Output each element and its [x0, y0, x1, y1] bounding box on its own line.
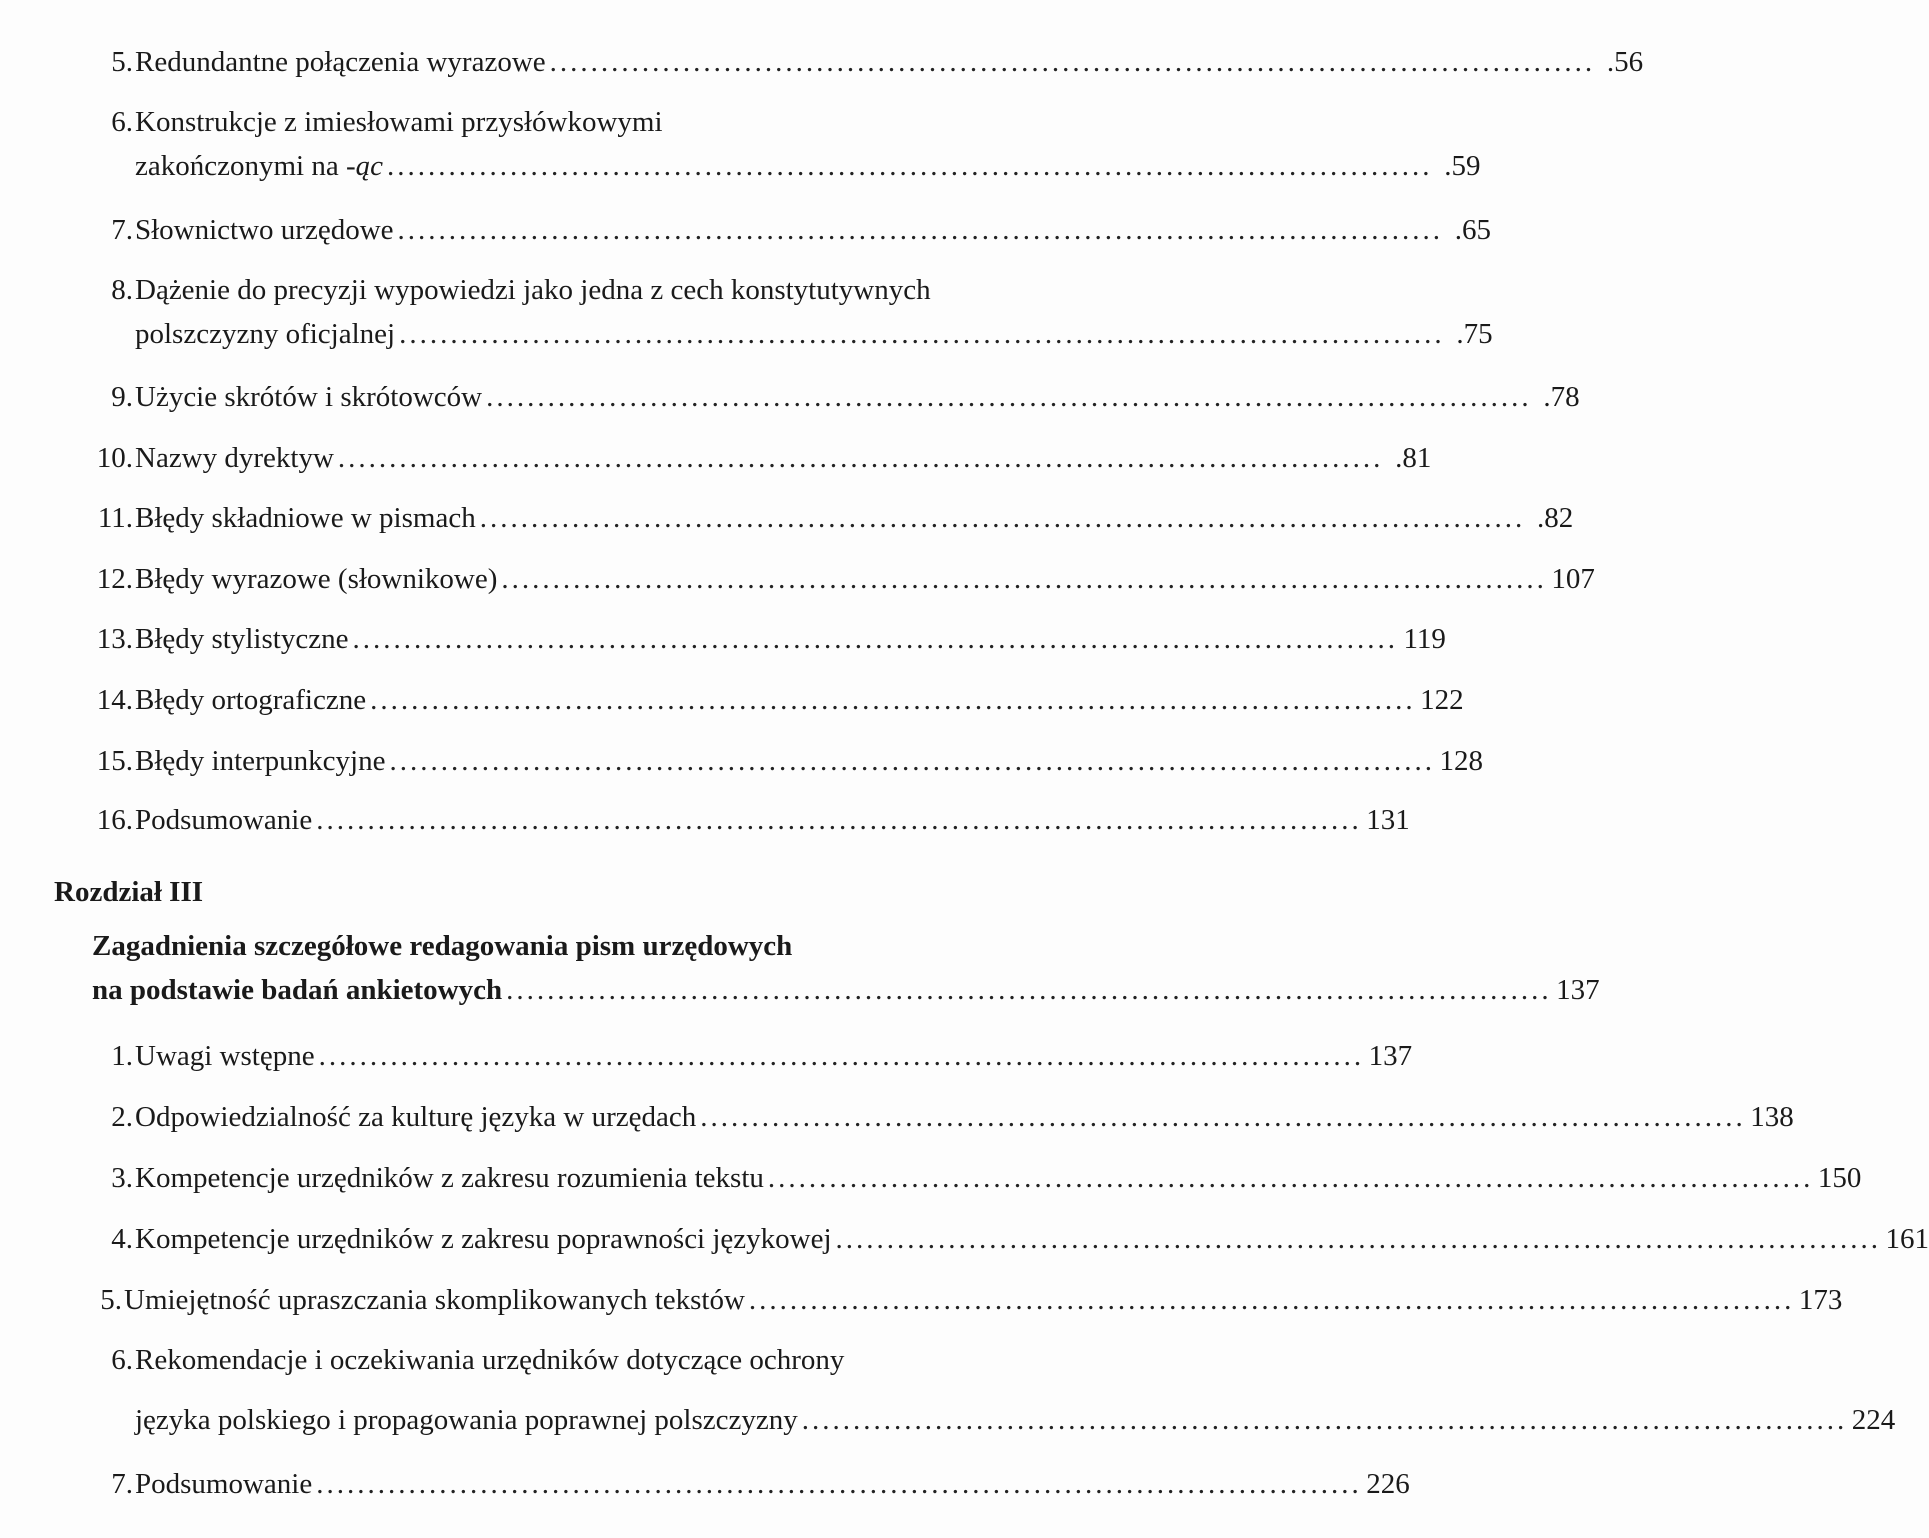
entry-title: Uwagi wstępne	[135, 1040, 315, 1072]
entry-title: Podsumowanie	[135, 804, 313, 836]
toc-entry	[78, 440, 1432, 476]
chapter-title-line2: na podstawie badań ankietowych	[92, 974, 503, 1006]
dot-leader: ......................................................................................................	[397, 214, 1444, 246]
toc-entry	[78, 1221, 1929, 1257]
entry-number: 7.	[111, 214, 133, 246]
entry-title: Nazwy dyrektyw	[135, 442, 334, 474]
entry-page: 150	[1817, 1162, 1862, 1194]
entry-page: .65	[1454, 214, 1492, 246]
entry-title: języka polskiego i propagowania poprawnej polszczyzny	[135, 1404, 798, 1436]
dot-leader: ......................................................................................................	[501, 563, 1547, 595]
entry-page: 137	[1368, 1040, 1413, 1072]
entry-title: Błędy ortograficzne	[135, 684, 367, 716]
chapter-page: 137	[1556, 974, 1600, 1006]
toc-entry	[78, 1160, 1862, 1196]
dot-leader: ......................................................................................................	[801, 1404, 1848, 1436]
dot-leader: ......................................................................................................	[767, 1162, 1814, 1194]
entry-number: 12.	[96, 563, 133, 595]
toc-entry	[78, 1342, 1896, 1438]
dot-leader: ......................................................................................................	[549, 46, 1596, 78]
toc-entry	[78, 802, 1410, 838]
dot-leader: ......................................................................................................	[370, 684, 1416, 716]
dot-leader: ......................................................................................................	[399, 318, 1445, 350]
entry-title-line1: Dążenie do precyzji wypowiedzi jako jedna z cech konstytutywnych	[135, 274, 931, 306]
entry-number: 14.	[96, 684, 133, 716]
entry-title: Umiejętność upraszczania skomplikowanych tekstów	[124, 1284, 745, 1316]
entry-number: 10.	[96, 442, 133, 474]
entry-number: 11.	[97, 502, 133, 534]
toc-entry	[78, 212, 1492, 248]
toc-entry	[78, 272, 1493, 352]
entry-title: Kompetencje urzędników z zakresu rozumienia tekstu	[135, 1162, 764, 1194]
entry-page: 131	[1366, 804, 1410, 836]
entry-page: .82	[1536, 502, 1574, 534]
entry-title: Kompetencje urzędników z zakresu poprawności językowej	[135, 1223, 832, 1255]
toc-entry	[78, 104, 1481, 184]
dot-leader: ......................................................................................................	[835, 1223, 1882, 1255]
entry-number: 4.	[111, 1223, 133, 1255]
chapter-label: Rozdział III	[54, 876, 204, 908]
dot-leader: ......................................................................................................	[506, 974, 1552, 1006]
toc-entry	[78, 1038, 1413, 1074]
entry-title: Podsumowanie	[135, 1468, 313, 1500]
toc-entry	[78, 621, 1446, 657]
toc-entry	[78, 379, 1580, 415]
entry-page: 122	[1420, 684, 1464, 716]
entry-title: Odpowiedzialność za kulturę języka w urzędach	[135, 1101, 697, 1133]
entry-title-text: zakończonymi na	[135, 150, 346, 182]
entry-title: Słownictwo urzędowe	[135, 214, 394, 246]
entry-number: 6.	[111, 1344, 133, 1376]
toc-entry	[78, 1282, 1843, 1318]
entry-number: 8.	[111, 274, 133, 306]
entry-page: .75	[1456, 318, 1493, 350]
dot-leader: ......................................................................................................	[389, 745, 1435, 777]
entry-number: 3.	[111, 1162, 133, 1194]
entry-page: .59	[1444, 150, 1481, 182]
entry-number: 7.	[111, 1468, 133, 1500]
entry-title: Błędy składniowe w pismach	[135, 502, 476, 534]
entry-title: Użycie skrótów i skrótowców	[135, 381, 483, 413]
dot-leader: ......................................................................................................	[479, 502, 1526, 534]
dot-leader: ......................................................................................................	[316, 804, 1362, 836]
entry-number: 2.	[111, 1101, 133, 1133]
chapter-title-line1: Zagadnienia szczegółowe redagowania pism urzędowych	[92, 930, 793, 962]
entry-page: 119	[1403, 623, 1446, 655]
entry-number: 6.	[111, 106, 133, 138]
dot-leader: ......................................................................................................	[352, 623, 1398, 655]
dot-leader: ......................................................................................................	[387, 150, 1433, 182]
entry-number: 13.	[96, 623, 133, 655]
entry-page: 226	[1366, 1468, 1410, 1500]
entry-page: 173	[1798, 1284, 1843, 1316]
entry-number: 5.	[100, 1284, 122, 1316]
entry-page: .78	[1543, 381, 1580, 413]
entry-number: 1.	[111, 1040, 133, 1072]
entry-number: 16.	[96, 804, 133, 836]
entry-title: Błędy wyrazowe (słownikowe)	[135, 563, 498, 595]
toc-entry	[78, 1466, 1410, 1502]
toc-entry	[78, 561, 1595, 597]
toc-entry	[78, 500, 1574, 536]
entry-page: .81	[1395, 442, 1432, 474]
entry-title-suffix: -ąc	[345, 150, 384, 182]
toc-entry	[78, 1099, 1794, 1135]
entry-title	[135, 148, 383, 184]
entry-title: polszczyzny oficjalnej	[135, 318, 396, 350]
entry-title: Błędy interpunkcyjne	[135, 745, 386, 777]
entry-title-line1: Rekomendacje i oczekiwania urzędników dotyczące ochrony	[135, 1344, 845, 1376]
dot-leader: ......................................................................................................	[318, 1040, 1365, 1072]
entry-page: .56	[1606, 46, 1644, 78]
entry-page: 128	[1439, 745, 1483, 777]
entry-number: 9.	[111, 381, 133, 413]
entry-page: 161	[1885, 1223, 1929, 1255]
dot-leader: ......................................................................................................	[486, 381, 1532, 413]
toc-entry	[78, 682, 1464, 718]
dot-leader: ......................................................................................................	[748, 1284, 1795, 1316]
dot-leader: ......................................................................................................	[337, 442, 1384, 474]
entry-page: 224	[1851, 1404, 1896, 1436]
dot-leader: ......................................................................................................	[316, 1468, 1362, 1500]
entry-title: Redundantne połączenia wyrazowe	[135, 46, 546, 78]
entry-number: 5.	[111, 46, 133, 78]
toc-entry	[78, 44, 1644, 80]
entry-title-line1: Konstrukcje z imiesłowami przysłówkowymi	[135, 106, 663, 138]
entry-page: 138	[1750, 1101, 1794, 1133]
chapter-title	[92, 924, 1600, 1012]
toc-entry	[78, 743, 1483, 779]
entry-title: Błędy stylistyczne	[135, 623, 349, 655]
entry-number: 15.	[96, 745, 133, 777]
dot-leader: ......................................................................................................	[700, 1101, 1746, 1133]
entry-page: 107	[1551, 563, 1595, 595]
